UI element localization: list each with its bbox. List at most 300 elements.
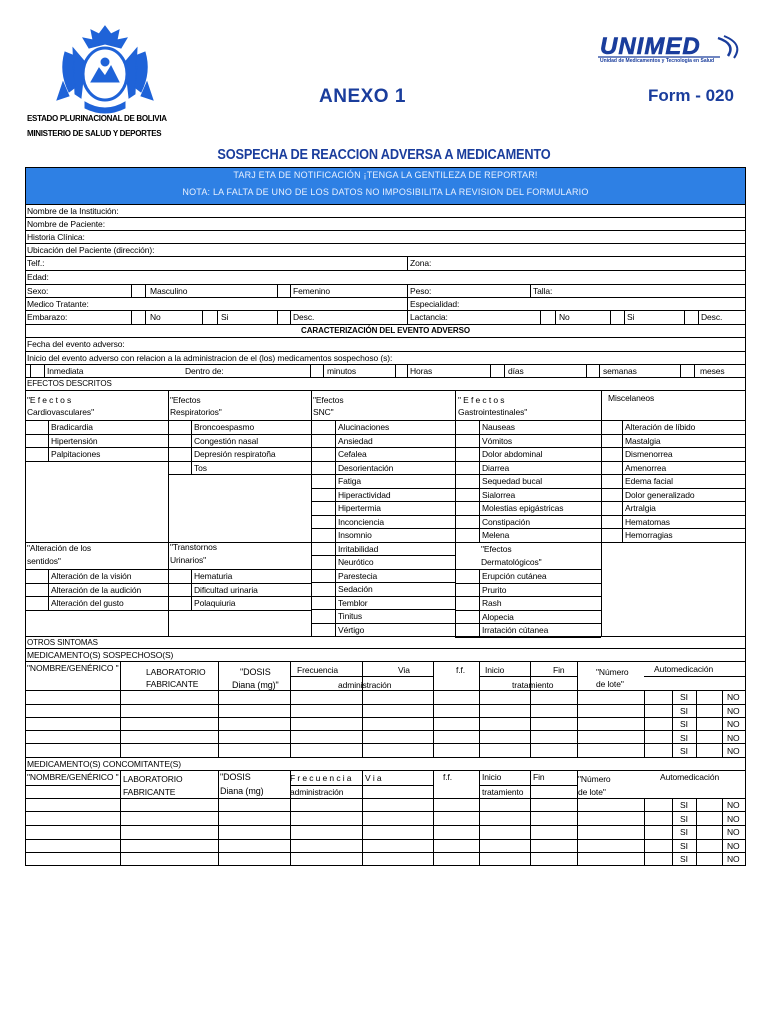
- concomitant-via-field[interactable]: [363, 799, 432, 810]
- suspect-self-yes-checkbox[interactable]: [697, 745, 721, 756]
- resp-checkbox[interactable]: [169, 421, 190, 432]
- lactation-yes-checkbox[interactable]: [611, 311, 623, 323]
- concomitant-self-yes-checkbox[interactable]: [697, 853, 721, 864]
- misc-checkbox[interactable]: [602, 475, 621, 486]
- patient-name-field[interactable]: [110, 218, 744, 229]
- female-checkbox[interactable]: [278, 285, 289, 296]
- misc-item: Dismenorrea: [625, 449, 673, 459]
- concomitant-self-header: Automedicación: [660, 772, 720, 782]
- suspect-start-field[interactable]: [480, 691, 529, 702]
- event-section-title: CARACTERIZACIÓN DEL EVENTO ADVERSO: [301, 326, 470, 335]
- snc-item: Cefalea: [338, 449, 367, 459]
- urinary-checkbox[interactable]: [169, 597, 190, 608]
- snc-checkbox[interactable]: [312, 529, 334, 540]
- concomitant-lab-field[interactable]: [121, 813, 217, 824]
- concomitant-start-field[interactable]: [480, 799, 529, 810]
- snc-checkbox[interactable]: [312, 583, 334, 594]
- lactation-label: Lactancia:: [410, 312, 448, 322]
- minutes-field[interactable]: [311, 365, 322, 376]
- cardio-item: Hipertensión: [51, 436, 98, 446]
- suspect-self-yes-checkbox[interactable]: [697, 732, 721, 743]
- concomitant-name-field[interactable]: [26, 813, 119, 824]
- suspect-drugs-title: MEDICAMENTO(S) SOSPECHOSO(S): [27, 650, 174, 660]
- hours-field[interactable]: [396, 365, 406, 376]
- concomitant-end-field[interactable]: [531, 799, 576, 810]
- suspect-dose-field[interactable]: [219, 745, 289, 756]
- derm-header-2: Dermatológicos": [481, 557, 542, 567]
- concomitant-dose-field[interactable]: [219, 813, 289, 824]
- gastro-checkbox[interactable]: [456, 435, 478, 446]
- gastro-item: Sequedad bucal: [482, 476, 543, 486]
- derm-checkbox[interactable]: [456, 570, 478, 581]
- lactation-unknown-label: Desc.: [701, 312, 723, 322]
- concomitant-lab-field[interactable]: [121, 853, 217, 864]
- suspect-ff-field[interactable]: [434, 705, 478, 716]
- patient-name-label: Nombre de Paciente:: [27, 219, 105, 229]
- form-code: Form - 020: [648, 86, 734, 105]
- male-checkbox[interactable]: [132, 285, 144, 296]
- snc-checkbox[interactable]: [312, 475, 334, 486]
- concomitant-dose-field[interactable]: [219, 799, 289, 810]
- derm-checkbox[interactable]: [456, 584, 478, 595]
- concomitant-ff-field[interactable]: [434, 813, 478, 824]
- suspect-end-field[interactable]: [531, 745, 576, 756]
- concomitant-ff-field[interactable]: [434, 840, 478, 851]
- gastro-checkbox[interactable]: [456, 462, 478, 473]
- resp-checkbox[interactable]: [169, 462, 190, 473]
- concomitant-lab-header-2: FABRICANTE: [123, 787, 176, 797]
- gastro-checkbox[interactable]: [456, 516, 478, 527]
- urinary-checkbox[interactable]: [169, 584, 190, 595]
- gastro-item: Constipación: [482, 517, 530, 527]
- suspect-self-yes-checkbox[interactable]: [697, 705, 721, 716]
- misc-checkbox[interactable]: [602, 421, 621, 432]
- pregnancy-yes-checkbox[interactable]: [203, 311, 216, 323]
- concomitant-ff-field[interactable]: [434, 799, 478, 810]
- snc-item: Temblor: [338, 598, 368, 608]
- snc-header-2: SNC": [313, 407, 334, 417]
- concomitant-si-label: SI: [680, 800, 688, 810]
- senses-checkbox[interactable]: [26, 584, 47, 595]
- female-label: Femenino: [293, 286, 330, 296]
- height-label: Talla:: [533, 286, 553, 296]
- lactation-no-checkbox[interactable]: [541, 311, 554, 323]
- suspect-dose-field[interactable]: [219, 732, 289, 743]
- male-label: Masculino: [150, 286, 188, 296]
- misc-item: Mastalgia: [625, 436, 661, 446]
- concomitant-via-header: V i a: [365, 773, 382, 783]
- suspect-lot-field[interactable]: [578, 732, 643, 743]
- form-title: SOSPECHA DE REACCION ADVERSA A MEDICAMENTO: [217, 147, 551, 163]
- snc-item: Insomnio: [338, 530, 372, 540]
- misc-header: Miscelaneos: [608, 393, 655, 403]
- concomitant-dose-header-2: Diana (mg): [220, 786, 264, 796]
- suspect-no-label: NO: [727, 706, 740, 716]
- misc-item: Edema facial: [625, 476, 673, 486]
- suspect-name-field[interactable]: [26, 705, 119, 716]
- concomitant-freq-field[interactable]: [291, 840, 361, 851]
- senses-header-1: "Alteración de los: [27, 543, 92, 553]
- suspect-start-field[interactable]: [480, 732, 529, 743]
- senses-item: Alteración del gusto: [51, 598, 124, 608]
- zone-label: Zona:: [410, 258, 432, 268]
- weight-field[interactable]: [440, 285, 528, 296]
- pregnancy-unknown-checkbox[interactable]: [278, 311, 289, 323]
- suspect-dose-field[interactable]: [219, 718, 289, 729]
- concomitant-start-field[interactable]: [480, 826, 529, 837]
- lactation-unknown-checkbox[interactable]: [685, 311, 697, 323]
- derm-header-1: "Efectos: [481, 544, 512, 554]
- concomitant-dose-header-1: "DOSIS: [220, 772, 251, 782]
- concomitant-dose-field[interactable]: [219, 826, 289, 837]
- misc-checkbox[interactable]: [602, 448, 621, 459]
- cardio-checkbox[interactable]: [26, 435, 47, 446]
- location-field[interactable]: [160, 244, 744, 255]
- concomitant-lot-header-2: de lote": [578, 787, 606, 797]
- concomitant-self-yes-checkbox[interactable]: [697, 840, 721, 851]
- pregnancy-no-label: No: [150, 312, 161, 322]
- urinary-header-1: "Transtornos: [170, 542, 217, 552]
- bolivia-coat-of-arms-icon: [55, 22, 155, 114]
- concomitant-name-field[interactable]: [26, 840, 119, 851]
- event-date-field[interactable]: [130, 338, 744, 350]
- lactation-yes-label: Si: [627, 312, 635, 322]
- suspect-via-header: Via: [398, 665, 410, 675]
- derm-item: Prurito: [482, 585, 507, 595]
- within-label: Dentro de:: [185, 366, 224, 376]
- gastro-item: Nauseas: [482, 422, 515, 432]
- suspect-ff-field[interactable]: [434, 691, 478, 702]
- concomitant-admin-header: administración: [290, 787, 344, 797]
- snc-item: Hipertermia: [338, 503, 381, 513]
- snc-checkbox[interactable]: [312, 435, 334, 446]
- gastro-header-1: " E f e c t o s: [458, 395, 505, 405]
- snc-checkbox[interactable]: [312, 624, 334, 635]
- cardio-item: Palpitaciones: [51, 449, 101, 459]
- misc-item: Hematomas: [625, 517, 670, 527]
- age-field[interactable]: [55, 271, 744, 283]
- concomitant-lab-field[interactable]: [121, 826, 217, 837]
- pregnancy-yes-label: Si: [221, 312, 229, 322]
- concomitant-ff-field[interactable]: [434, 826, 478, 837]
- snc-checkbox[interactable]: [312, 462, 334, 473]
- derm-checkbox[interactable]: [456, 611, 478, 622]
- concomitant-name-field[interactable]: [26, 826, 119, 837]
- suspect-lot-header-2: de lote": [596, 679, 624, 689]
- concomitant-end-field[interactable]: [531, 813, 576, 824]
- concomitant-freq-field[interactable]: [291, 826, 361, 837]
- snc-checkbox[interactable]: [312, 610, 334, 621]
- suspect-via-field[interactable]: [363, 732, 432, 743]
- banner-line-1: TARJ ETA DE NOTIFICACIÓN ¡TENGA LA GENTILEZA DE REPORTAR!: [233, 170, 538, 180]
- misc-checkbox[interactable]: [602, 516, 621, 527]
- suspect-si-label: SI: [680, 692, 688, 702]
- specialty-field[interactable]: [470, 298, 744, 309]
- age-label: Edad:: [27, 272, 49, 282]
- concomitant-lot-field[interactable]: [578, 840, 643, 851]
- suspect-name-field[interactable]: [26, 718, 119, 729]
- snc-item: Sedación: [338, 584, 373, 594]
- location-label: Ubicación del Paciente (dirección):: [27, 245, 155, 255]
- suspect-admin-header: administración: [338, 680, 392, 690]
- gastro-checkbox[interactable]: [456, 502, 478, 513]
- concomitant-end-field[interactable]: [531, 853, 576, 864]
- suspect-freq-field[interactable]: [291, 745, 361, 756]
- suspect-si-label: SI: [680, 719, 688, 729]
- concomitant-no-label: NO: [727, 814, 740, 824]
- misc-checkbox[interactable]: [602, 462, 621, 473]
- concomitant-lot-field[interactable]: [578, 853, 643, 864]
- concomitant-end-header: Fin: [533, 772, 545, 782]
- suspect-lab-header-1: LABORATORIO: [146, 667, 206, 677]
- suspect-start-field[interactable]: [480, 718, 529, 729]
- snc-checkbox[interactable]: [312, 448, 334, 459]
- cardio-checkbox[interactable]: [26, 421, 47, 432]
- concomitant-start-field[interactable]: [480, 813, 529, 824]
- cardio-header-1: "E f e c t o s: [27, 395, 72, 405]
- suspect-lab-field[interactable]: [121, 718, 217, 729]
- suspect-lab-field[interactable]: [121, 691, 217, 702]
- zone-field[interactable]: [440, 257, 744, 269]
- cardio-item: Bradicardia: [51, 422, 93, 432]
- misc-item: Amenorrea: [625, 463, 667, 473]
- banner-line-2: NOTA: LA FALTA DE UNO DE LOS DATOS NO IMPOSIBILITA LA REVISION DEL FORMULARIO: [182, 187, 589, 197]
- snc-item: Irritabilidad: [338, 544, 379, 554]
- concomitant-self-yes-checkbox[interactable]: [697, 799, 721, 810]
- suspect-dose-field[interactable]: [219, 705, 289, 716]
- urinary-checkbox[interactable]: [169, 570, 190, 581]
- ministry-line: MINISTERIO DE SALUD Y DEPORTES: [27, 129, 162, 138]
- misc-checkbox[interactable]: [602, 489, 621, 500]
- suspect-end-field[interactable]: [531, 691, 576, 702]
- suspect-self-header: Automedicación: [654, 664, 714, 674]
- suspect-freq-field[interactable]: [291, 691, 361, 702]
- concomitant-self-yes-checkbox[interactable]: [697, 826, 721, 837]
- derm-checkbox[interactable]: [456, 624, 478, 635]
- urinary-item: Hematuria: [194, 571, 233, 581]
- senses-checkbox[interactable]: [26, 597, 47, 608]
- snc-item: Parestecia: [338, 571, 378, 581]
- snc-checkbox[interactable]: [312, 421, 334, 432]
- institution-field[interactable]: [120, 205, 744, 216]
- gastro-checkbox[interactable]: [456, 448, 478, 459]
- cardio-checkbox[interactable]: [26, 448, 47, 459]
- concomitant-via-field[interactable]: [363, 840, 432, 851]
- event-date-label: Fecha del evento adverso:: [27, 339, 125, 349]
- suspect-start-header: Inicio: [485, 665, 505, 675]
- concomitant-lab-field[interactable]: [121, 799, 217, 810]
- derm-item: Alopecia: [482, 612, 514, 622]
- concomitant-no-label: NO: [727, 800, 740, 810]
- concomitant-si-label: SI: [680, 814, 688, 824]
- concomitant-ff-header: f.f.: [443, 772, 453, 782]
- suspect-end-header: Fin: [553, 665, 565, 675]
- concomitant-lot-field[interactable]: [578, 813, 643, 824]
- pregnancy-no-checkbox[interactable]: [132, 311, 144, 323]
- concomitant-start-field[interactable]: [480, 840, 529, 851]
- concomitant-end-field[interactable]: [531, 840, 576, 851]
- resp-checkbox[interactable]: [169, 448, 190, 459]
- suspect-si-label: SI: [680, 746, 688, 756]
- cardio-header-2: Cardiovasculares": [27, 407, 94, 417]
- concomitant-no-label: NO: [727, 827, 740, 837]
- misc-checkbox[interactable]: [602, 502, 621, 513]
- other-symptoms-label: OTROS SINTOMAS: [27, 638, 98, 647]
- suspect-name-header: "NOMBRE/GENÉRICO ": [27, 663, 119, 673]
- concomitant-via-field[interactable]: [363, 826, 432, 837]
- suspect-lab-header-2: FABRICANTE: [146, 679, 199, 689]
- snc-checkbox[interactable]: [312, 489, 334, 500]
- immediate-label: Inmediata: [47, 366, 84, 376]
- suspect-end-field[interactable]: [531, 705, 576, 716]
- concomitant-freq-field[interactable]: [291, 799, 361, 810]
- gastro-checkbox[interactable]: [456, 475, 478, 486]
- clinical-history-field[interactable]: [90, 231, 744, 242]
- concomitant-start-header: Inicio: [482, 772, 502, 782]
- suspect-freq-field[interactable]: [291, 705, 361, 716]
- suspect-end-field[interactable]: [531, 718, 576, 729]
- described-effects-label: EFECTOS DESCRITOS: [27, 379, 112, 388]
- suspect-ff-field[interactable]: [434, 718, 478, 729]
- suspect-end-field[interactable]: [531, 732, 576, 743]
- suspect-ff-field[interactable]: [434, 732, 478, 743]
- suspect-dose-header-1: "DOSIS: [240, 667, 271, 677]
- snc-header-1: "Efectos: [313, 395, 344, 405]
- suspect-lot-field[interactable]: [578, 691, 643, 702]
- gastro-checkbox[interactable]: [456, 489, 478, 500]
- misc-item: Alteración de líbido: [625, 422, 696, 432]
- phone-field[interactable]: [55, 257, 405, 269]
- suspect-start-field[interactable]: [480, 745, 529, 756]
- derm-item: Erupción cutánea: [482, 571, 547, 581]
- days-label: días: [508, 366, 524, 376]
- concomitant-end-field[interactable]: [531, 826, 576, 837]
- snc-item: Fatiga: [338, 476, 362, 486]
- resp-item: Depresión respiratoña: [194, 449, 276, 459]
- concomitant-si-label: SI: [680, 827, 688, 837]
- snc-checkbox[interactable]: [312, 516, 334, 527]
- suspect-via-field[interactable]: [363, 745, 432, 756]
- urinary-item: Dificultad urinaria: [194, 585, 258, 595]
- suspect-si-label: SI: [680, 733, 688, 743]
- months-field[interactable]: [681, 365, 693, 376]
- resp-checkbox[interactable]: [169, 435, 190, 446]
- concomitant-lot-field[interactable]: [578, 799, 643, 810]
- concomitant-name-header: "NOMBRE/GENÉRICO ": [27, 772, 119, 782]
- doctor-field[interactable]: [100, 298, 405, 309]
- resp-item: Broncoespasmo: [194, 422, 255, 432]
- suspect-via-field[interactable]: [363, 705, 432, 716]
- suspect-dose-field[interactable]: [219, 691, 289, 702]
- snc-item: Hiperactividad: [338, 490, 391, 500]
- suspect-lab-field[interactable]: [121, 705, 217, 716]
- days-field[interactable]: [491, 365, 503, 376]
- suspect-via-field[interactable]: [363, 718, 432, 729]
- suspect-si-label: SI: [680, 706, 688, 716]
- weeks-field[interactable]: [587, 365, 598, 376]
- pregnancy-label: Embarazo:: [27, 312, 68, 322]
- concomitant-lot-field[interactable]: [578, 826, 643, 837]
- concomitant-lab-header-1: LABORATORIO: [123, 774, 183, 784]
- concomitant-lab-field[interactable]: [121, 840, 217, 851]
- suspect-name-field[interactable]: [26, 732, 119, 743]
- suspect-lab-field[interactable]: [121, 745, 217, 756]
- snc-checkbox[interactable]: [312, 502, 334, 513]
- suspect-ff-header: f.f.: [456, 665, 466, 675]
- annex-title: ANEXO 1: [319, 86, 406, 107]
- snc-item: Desorientación: [338, 463, 394, 473]
- urinary-header-2: Urinarios": [170, 555, 207, 565]
- concomitant-dose-field[interactable]: [219, 853, 289, 864]
- suspect-self-yes-checkbox[interactable]: [697, 691, 721, 702]
- snc-item: Alucinaciones: [338, 422, 390, 432]
- concomitant-name-field[interactable]: [26, 853, 119, 864]
- concomitant-via-field[interactable]: [363, 853, 432, 864]
- weight-label: Peso:: [410, 286, 432, 296]
- suspect-ff-field[interactable]: [434, 745, 478, 756]
- specialty-label: Especialidad:: [410, 299, 460, 309]
- senses-header-2: sentidos": [27, 556, 61, 566]
- suspect-lot-field[interactable]: [578, 745, 643, 756]
- urinary-item: Polaquiuria: [194, 598, 236, 608]
- snc-checkbox[interactable]: [312, 570, 334, 581]
- senses-checkbox[interactable]: [26, 570, 47, 581]
- immediate-checkbox[interactable]: [31, 365, 43, 376]
- concomitant-start-field[interactable]: [480, 853, 529, 864]
- suspect-freq-field[interactable]: [291, 718, 361, 729]
- suspect-lot-field[interactable]: [578, 718, 643, 729]
- snc-item: Tinitus: [338, 611, 363, 621]
- concomitant-dose-field[interactable]: [219, 840, 289, 851]
- suspect-no-label: NO: [727, 746, 740, 756]
- snc-checkbox[interactable]: [312, 597, 334, 608]
- gastro-checkbox[interactable]: [456, 421, 478, 432]
- concomitant-no-label: NO: [727, 841, 740, 851]
- phone-label: Telf.:: [27, 258, 45, 268]
- suspect-freq-field[interactable]: [291, 732, 361, 743]
- concomitant-self-yes-checkbox[interactable]: [697, 813, 721, 824]
- snc-checkbox[interactable]: [312, 556, 334, 567]
- suspect-self-yes-checkbox[interactable]: [697, 718, 721, 729]
- derm-checkbox[interactable]: [456, 597, 478, 608]
- minutes-label: minutos: [327, 366, 357, 376]
- doctor-label: Medico Tratante:: [27, 299, 89, 309]
- concomitant-freq-field[interactable]: [291, 853, 361, 864]
- concomitant-ff-field[interactable]: [434, 853, 478, 864]
- concomitant-freq-field[interactable]: [291, 813, 361, 824]
- misc-checkbox[interactable]: [602, 435, 621, 446]
- snc-checkbox[interactable]: [312, 543, 334, 554]
- gastro-item: Dolor abdominal: [482, 449, 543, 459]
- gastro-item: Molestias epigástricas: [482, 503, 564, 513]
- suspect-lab-field[interactable]: [121, 732, 217, 743]
- suspect-via-field[interactable]: [363, 691, 432, 702]
- sex-label: Sexo:: [27, 286, 49, 296]
- concomitant-drugs-title: MEDICAMENTO(S) CONCOMITANTE(S): [27, 759, 181, 769]
- misc-checkbox[interactable]: [602, 529, 621, 540]
- gastro-checkbox[interactable]: [456, 529, 478, 540]
- suspect-no-label: NO: [727, 733, 740, 743]
- suspect-name-field[interactable]: [26, 745, 119, 756]
- suspect-name-field[interactable]: [26, 691, 119, 702]
- suspect-no-label: NO: [727, 719, 740, 729]
- pregnancy-unknown-label: Desc.: [293, 312, 315, 322]
- height-field[interactable]: [560, 285, 744, 296]
- concomitant-name-field[interactable]: [26, 799, 119, 810]
- suspect-lot-field[interactable]: [578, 705, 643, 716]
- concomitant-via-field[interactable]: [363, 813, 432, 824]
- suspect-start-field[interactable]: [480, 705, 529, 716]
